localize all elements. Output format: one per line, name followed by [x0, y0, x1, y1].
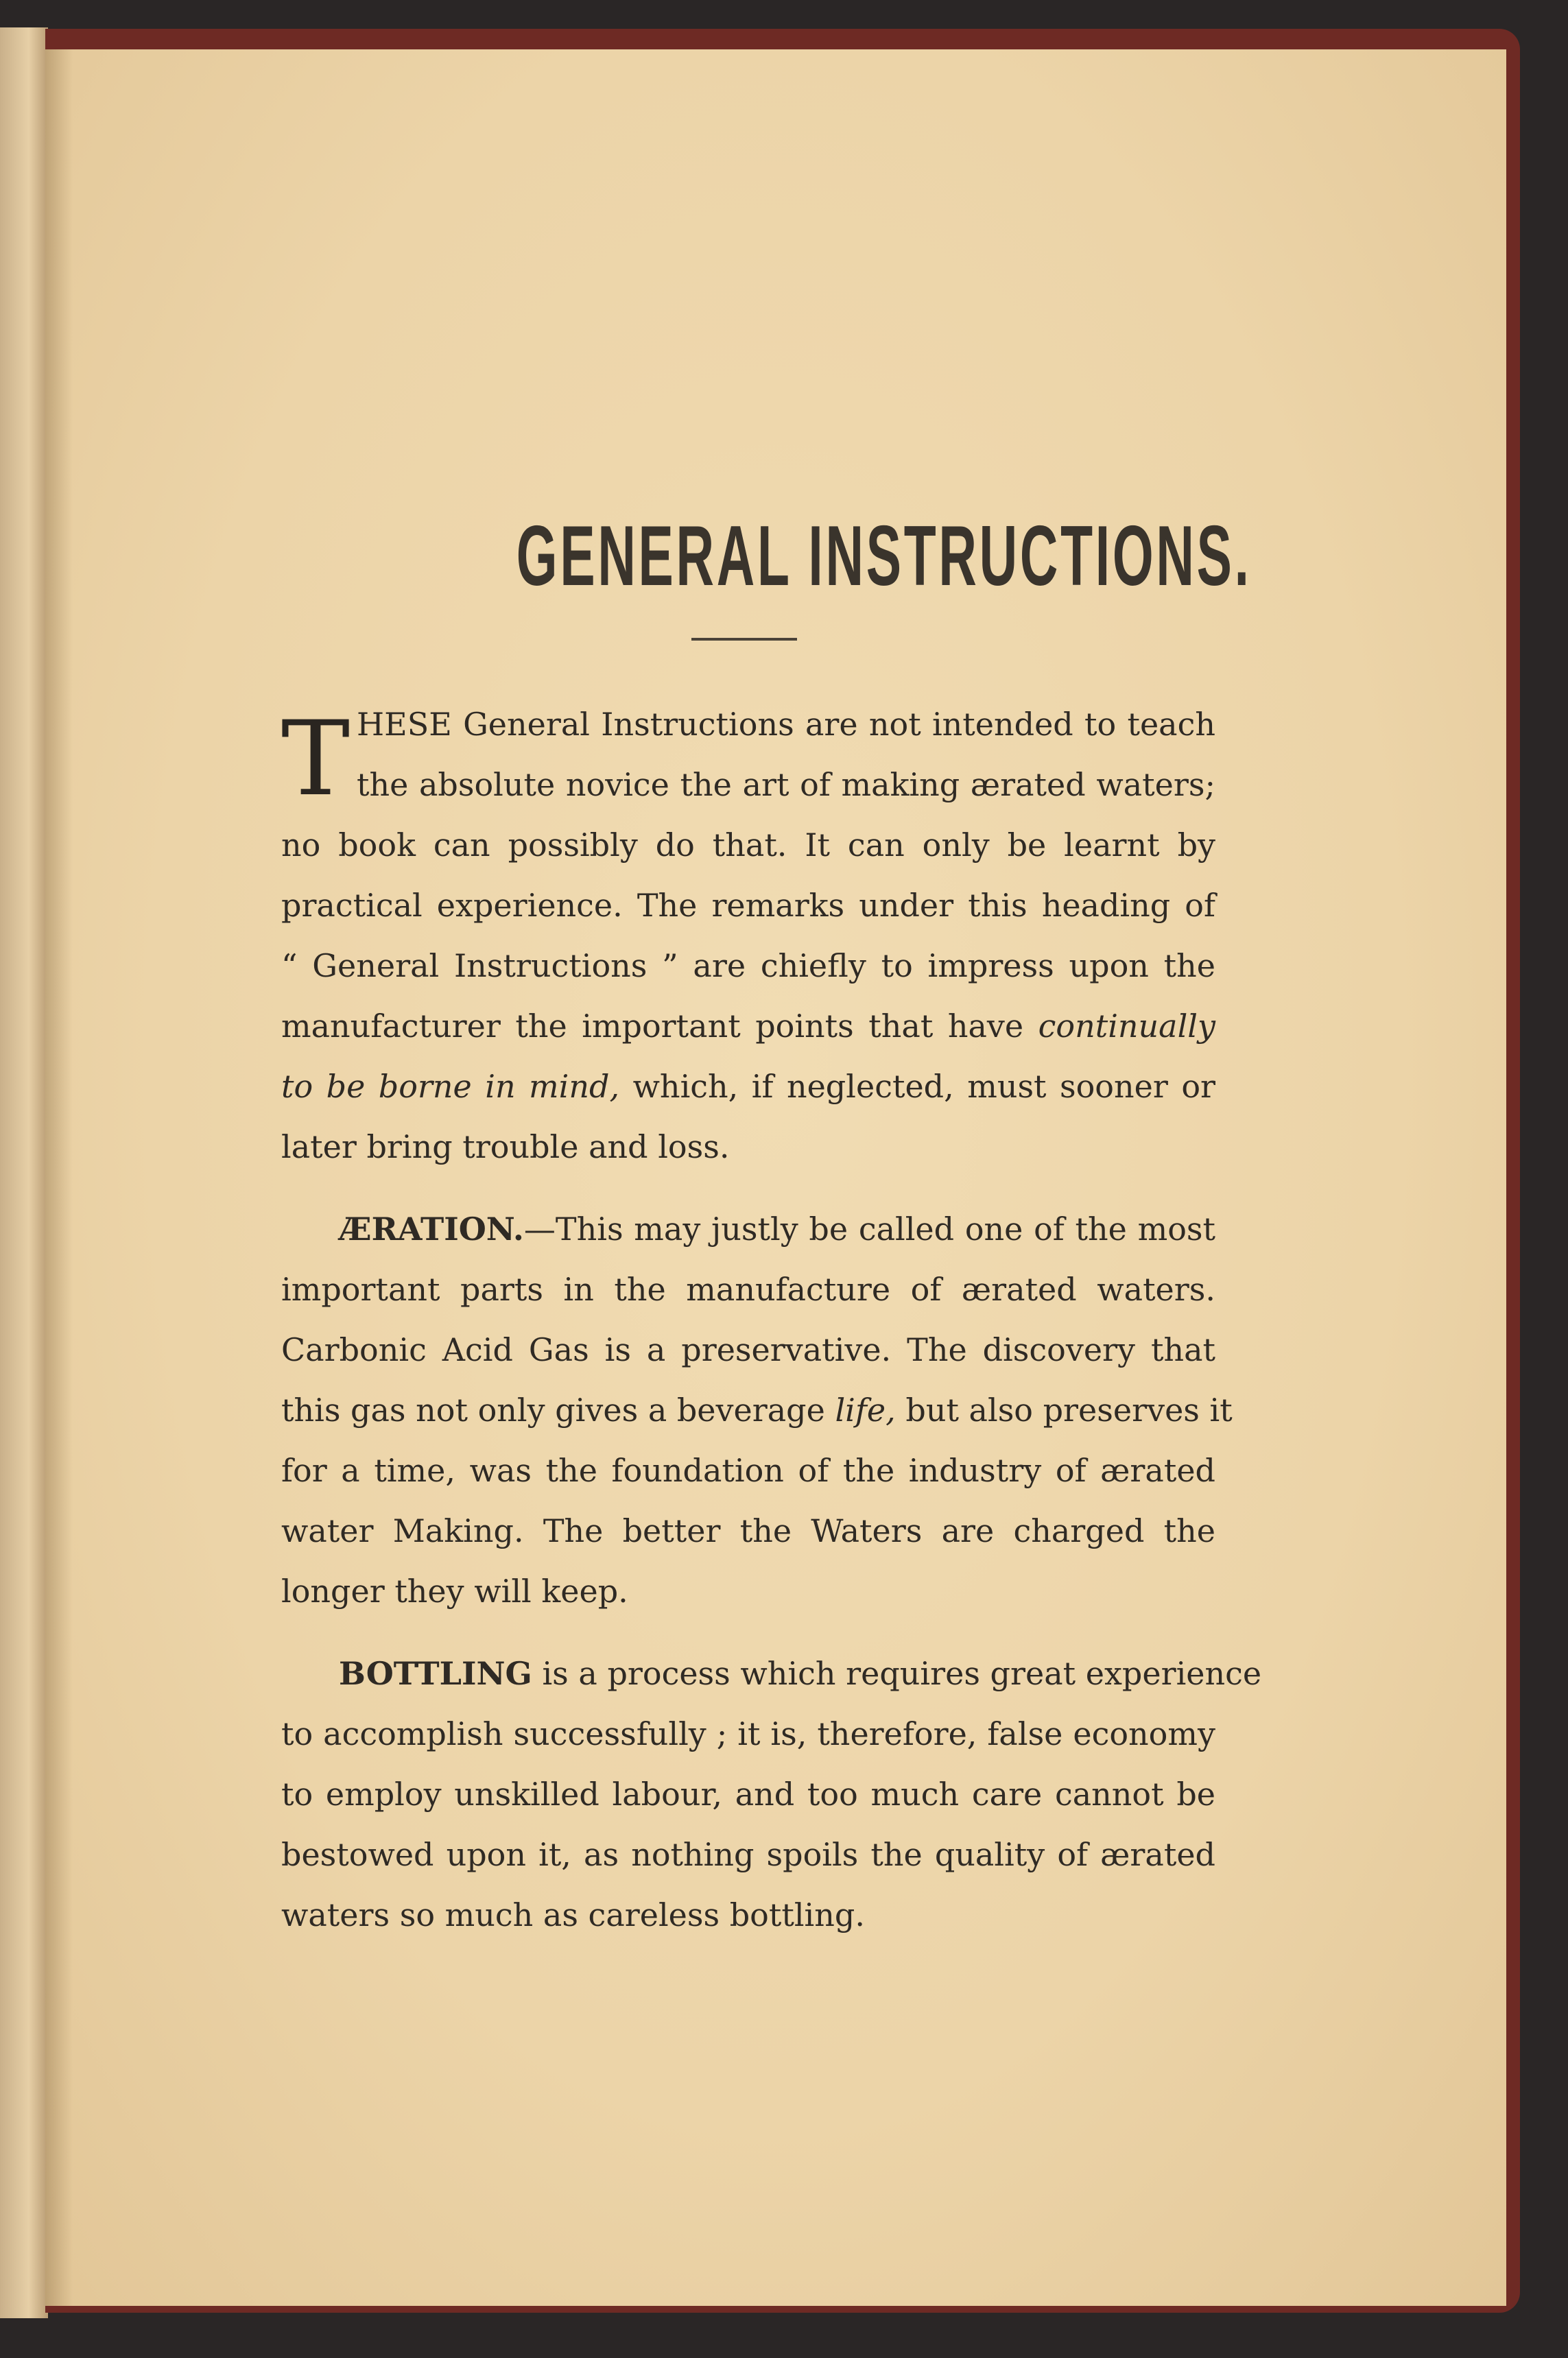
- text-span: is a process which requires great experience: [542, 1655, 1262, 1692]
- text-line: [281, 1380, 1233, 1440]
- text-line: longer they will keep.: [281, 1573, 628, 1610]
- text-line: HESE General Instructions are not intended to teach: [357, 706, 1215, 743]
- facing-page-edge: [0, 27, 48, 2318]
- text-line: later bring trouble and loss.: [281, 1128, 730, 1165]
- text-line: Carbonic Acid Gas is a preservative. The discovery that: [281, 1331, 1215, 1368]
- bottling-paragraph: [281, 1643, 1262, 1945]
- page-title: GENERAL INSTRUCTIONS.: [516, 509, 1252, 604]
- text-line: to accomplish successfully ; it is, therefore, false economy: [281, 1715, 1215, 1752]
- text-line: [281, 1056, 1215, 1117]
- text-line: water Making. The better the Waters are charged the: [281, 1512, 1215, 1549]
- section-heading: BOTTLING: [339, 1655, 532, 1692]
- title-rule: [691, 638, 797, 641]
- text-span: manufacturer the important points that have: [281, 1008, 1024, 1045]
- text-line: practical experience. The remarks under this heading of: [281, 887, 1215, 924]
- text-span: this gas not only gives a beverage: [281, 1392, 825, 1429]
- italic-text: life,: [835, 1392, 896, 1429]
- intro-paragraph: [281, 694, 1215, 1177]
- text-line: [281, 1199, 1215, 1259]
- text-line: the absolute novice the art of making ærated waters;: [357, 766, 1215, 803]
- page-gutter: [45, 49, 73, 2306]
- drop-cap: T: [281, 700, 351, 819]
- text-line: important parts in the manufacture of ærated waters.: [281, 1271, 1215, 1308]
- text-span: but also preserves it: [905, 1392, 1233, 1429]
- text-span: —This may justly be called one of the most: [523, 1211, 1215, 1248]
- italic-text: continually: [1038, 1008, 1215, 1045]
- text-line: waters so much as careless bottling.: [281, 1896, 865, 1933]
- text-span: which, if neglected, must sooner or: [632, 1068, 1215, 1105]
- book-page: [45, 49, 1506, 2306]
- text-line: [281, 996, 1215, 1056]
- text-line: to employ unskilled labour, and too much care cannot be: [281, 1776, 1215, 1813]
- text-line: [281, 1643, 1262, 1704]
- italic-text: to be borne in mind,: [281, 1068, 620, 1105]
- text-line: no book can possibly do that. It can only be learnt by: [281, 826, 1215, 864]
- section-heading: ÆRATION.: [339, 1211, 524, 1248]
- aeration-paragraph: [281, 1199, 1233, 1621]
- text-line: for a time, was the foundation of the industry of ærated: [281, 1452, 1215, 1489]
- text-line: “ General Instructions ” are chiefly to impress upon the: [281, 947, 1215, 984]
- text-line: bestowed upon it, as nothing spoils the quality of ærated: [281, 1836, 1215, 1873]
